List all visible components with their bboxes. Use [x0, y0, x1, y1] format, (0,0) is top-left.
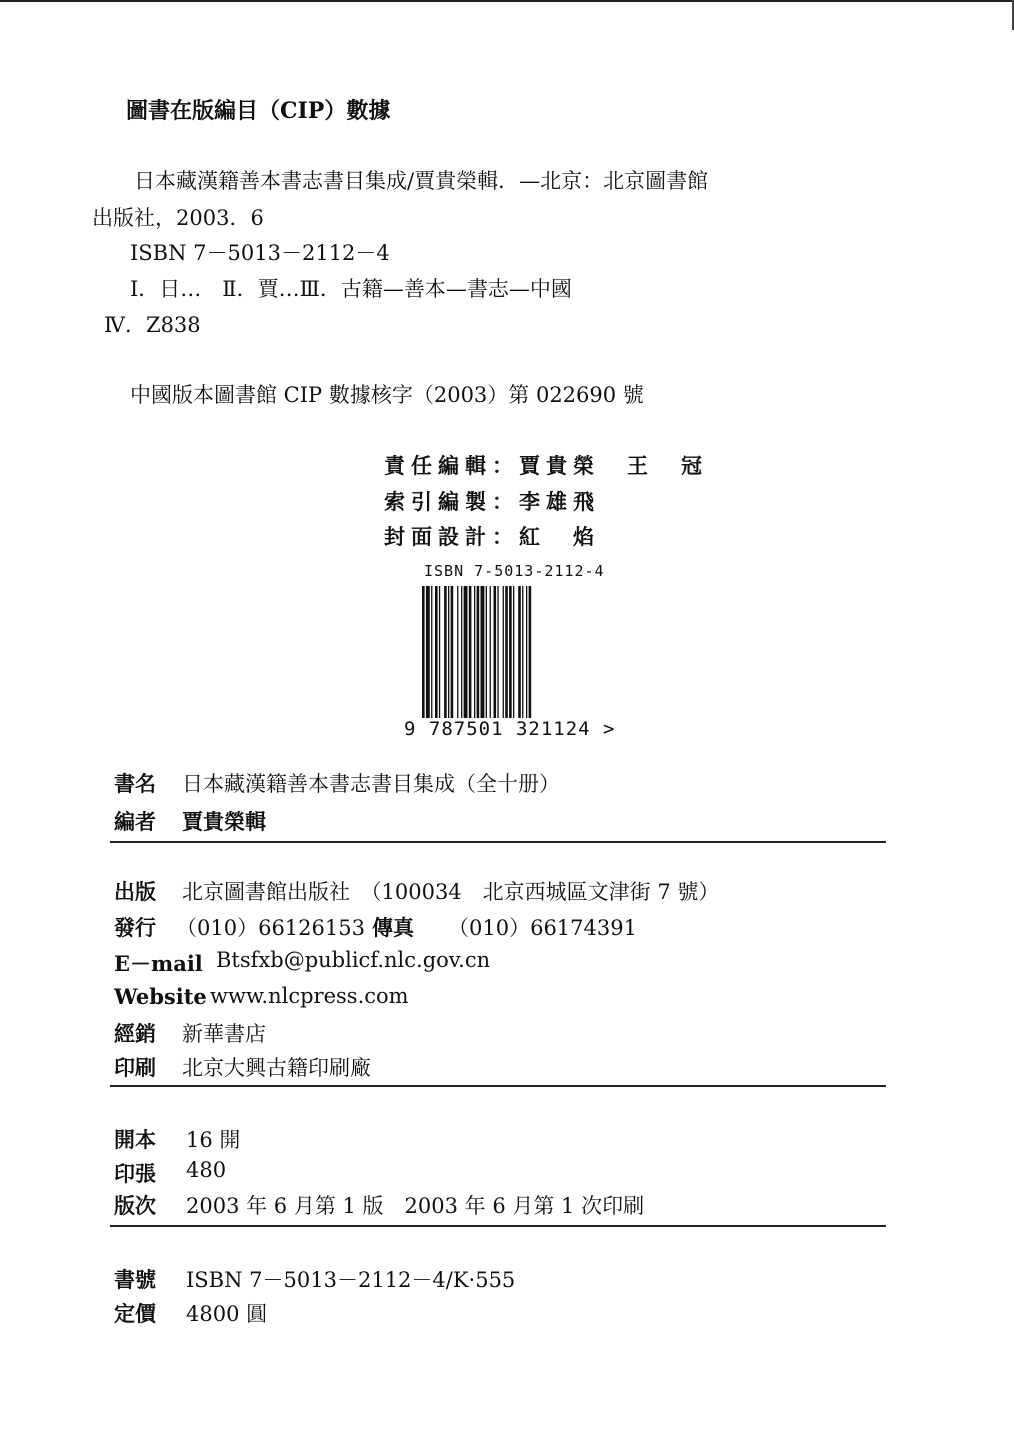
edition-value: 2003 年 6 月第 1 版 2003 年 6 月第 1 次印刷 — [186, 1194, 645, 1218]
credit-names: 紅 焰 — [519, 524, 600, 549]
cip-record-line2: 出版社，2003．6 — [92, 206, 264, 230]
credit-cover-design — [384, 521, 600, 551]
credit-role: 索引編製： — [384, 489, 519, 514]
credit-names: 李雄飛 — [519, 489, 600, 514]
barcode-bar — [431, 586, 432, 724]
cip-subject-line1: Ⅰ．日… Ⅱ．賈…Ⅲ．古籍—善本—書志—中國 — [130, 277, 572, 301]
barcode-bar — [474, 586, 475, 724]
sheets-value: 480 — [186, 1158, 227, 1182]
barcode-bar — [490, 586, 491, 724]
barcode-bar — [529, 586, 532, 736]
barcode-bar — [435, 586, 438, 724]
divider-line — [110, 841, 886, 843]
barcode-bar — [422, 586, 425, 736]
website-label: Website — [114, 984, 207, 1009]
website-value: www.nlcpress.com — [210, 984, 409, 1008]
barcode-bar — [477, 586, 480, 736]
barcode-number-text: 9 787501 321124 > — [404, 718, 616, 740]
barcode-bar — [503, 586, 504, 724]
format-label: 開本 — [114, 1127, 156, 1152]
editor-value: 賈貴榮輯 — [182, 809, 266, 834]
barcode-bar — [426, 586, 430, 736]
printer-label: 印刷 — [114, 1055, 156, 1080]
bookno-label: 書號 — [114, 1267, 156, 1292]
barcode-bar — [457, 586, 458, 724]
barcode-bar — [451, 586, 454, 724]
editor-label: 編者 — [114, 809, 156, 834]
barcode-bar — [518, 586, 521, 724]
cip-isbn-line: ISBN 7－5013－2112－4 — [130, 241, 390, 265]
fax-value: （010）66174391 — [448, 916, 637, 940]
barcode-bar — [469, 586, 472, 724]
email-value: Btsfxb@publicf.nlc.gov.cn — [216, 948, 491, 972]
format-value: 16 開 — [186, 1128, 241, 1152]
distributor-value: 新華書店 — [182, 1022, 266, 1046]
fax-label: 傳真 — [372, 915, 414, 940]
barcode-bar — [481, 586, 485, 724]
divider-line — [110, 1225, 886, 1227]
credit-role: 責任編輯： — [384, 453, 519, 478]
barcode-bar — [464, 586, 468, 724]
barcode-bar — [522, 586, 523, 724]
cip-heading: 圖書在版編目（CIP）數據 — [126, 98, 391, 124]
credit-names: 賈貴榮 王 冠 — [519, 453, 708, 478]
barcode-bar — [513, 586, 514, 724]
barcode-bar — [439, 586, 440, 724]
price-label: 定價 — [114, 1301, 156, 1326]
top-border-line — [0, 0, 1014, 2]
barcode-bar — [494, 586, 497, 724]
issue-value: （010）66126153 — [176, 916, 365, 940]
edition-label: 版次 — [114, 1193, 156, 1218]
issue-label: 發行 — [114, 915, 156, 940]
cip-record-line1: 日本藏漢籍善本書志書目集成/賈貴榮輯．—北京：北京圖書館 — [134, 169, 709, 193]
barcode-bar — [509, 586, 512, 724]
title-value: 日本藏漢籍善本書志書目集成（全十册） — [182, 772, 560, 796]
title-label: 書名 — [114, 771, 156, 796]
price-value: 4800 圓 — [186, 1302, 268, 1326]
credit-indexer — [384, 486, 600, 516]
credit-editor — [384, 450, 708, 480]
barcode-bar — [461, 586, 462, 724]
printer-value: 北京大興古籍印刷廠 — [182, 1056, 371, 1080]
barcode-bar — [448, 586, 449, 724]
barcode-bar — [505, 586, 508, 724]
email-label: E－mail — [114, 951, 203, 976]
divider-line — [110, 1085, 886, 1087]
bookno-value: ISBN 7－5013－2112－4/K·555 — [186, 1268, 516, 1292]
cip-subject-line2: Ⅳ．Z838 — [104, 313, 201, 337]
credit-role: 封面設計： — [384, 524, 519, 549]
barcode-bar — [486, 586, 487, 724]
barcode-bar — [497, 586, 498, 724]
publish-label: 出版 — [114, 879, 156, 904]
publish-value: 北京圖書館出版社 （100034 北京西城區文津街 7 號） — [182, 880, 720, 904]
barcode-bars — [422, 586, 592, 736]
barcode-bar — [526, 586, 527, 724]
distributor-label: 經銷 — [114, 1021, 156, 1046]
barcode-isbn-text: ISBN 7-5013-2112-4 — [424, 562, 605, 580]
barcode-bar — [444, 586, 447, 724]
sheets-label: 印張 — [114, 1161, 156, 1186]
cip-verification: 中國版本圖書館 CIP 數據核字（2003）第 022690 號 — [130, 383, 644, 407]
